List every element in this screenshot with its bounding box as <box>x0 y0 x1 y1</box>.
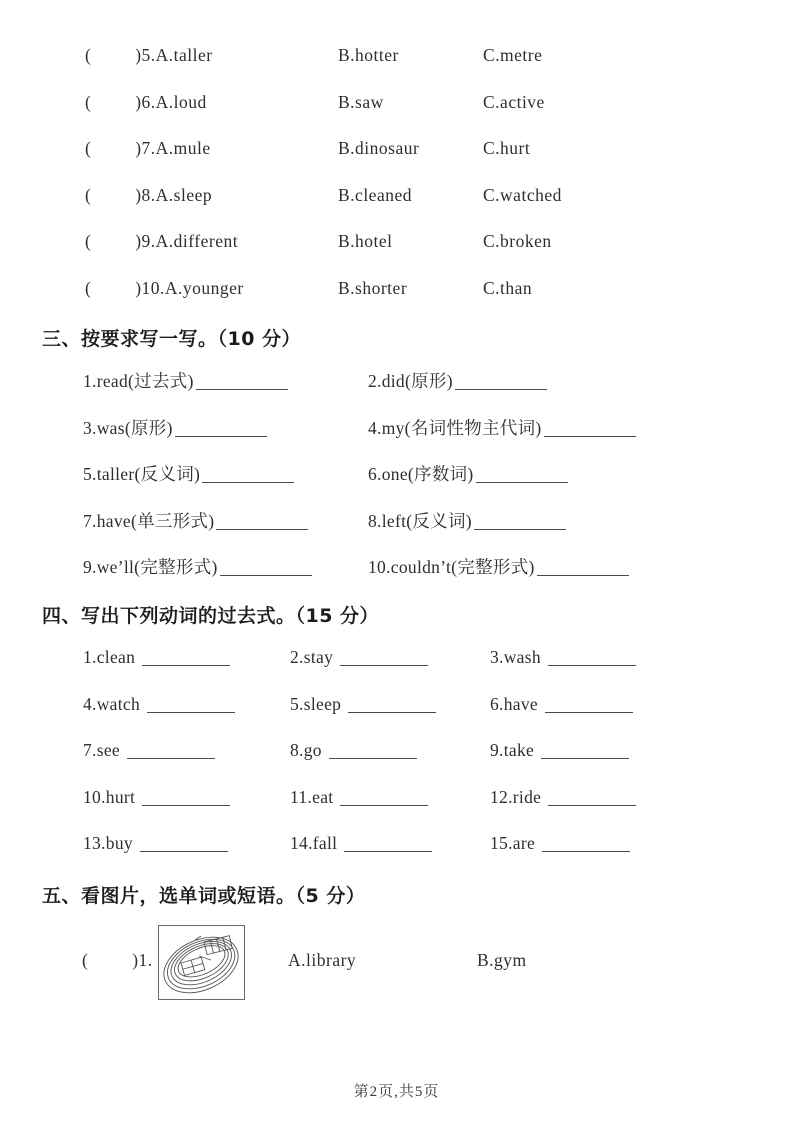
choice-question <box>85 92 338 113</box>
choice-question <box>85 278 338 299</box>
answer-blank <box>216 525 308 530</box>
answer-blank <box>541 754 629 759</box>
answer-blank <box>545 708 633 713</box>
option-b: B.hotter <box>338 45 399 65</box>
verb-label: 8.go <box>290 740 322 760</box>
section-three-items <box>83 368 763 601</box>
answer-blank <box>220 571 312 576</box>
verb-label: 5.sleep <box>290 693 342 714</box>
fill-in-label: 6.one(序数词) <box>368 464 474 484</box>
answer-blank <box>542 847 630 852</box>
option-b: B.cleaned <box>338 184 412 205</box>
verb-label: 9.take <box>490 740 535 760</box>
running-track-image <box>158 925 245 1000</box>
fill-in-label: 8.left(反义词) <box>368 510 472 531</box>
verb-item <box>83 787 290 834</box>
section-four-items <box>83 647 763 880</box>
choice-row <box>85 231 763 278</box>
option-c: C.metre <box>483 45 543 65</box>
answer-blank <box>196 385 288 390</box>
option-c: C.broken <box>483 231 552 251</box>
choice-row <box>85 45 763 92</box>
fill-in-label: 2.did(原形) <box>368 371 453 391</box>
choice-row <box>85 92 763 139</box>
option-c: C.watched <box>483 184 562 205</box>
answer-blank <box>175 432 267 437</box>
answer-blank <box>329 754 417 759</box>
fill-in-label: 1.read(过去式) <box>83 371 194 391</box>
fill-in-label: 3.was(原形) <box>83 417 173 438</box>
answer-blank <box>476 478 568 483</box>
choice-section <box>85 45 763 324</box>
option-a: A.loud <box>155 91 207 112</box>
answer-blank <box>202 478 294 483</box>
running-track-drawing-icon <box>159 926 244 999</box>
option-c: C.active <box>483 91 545 112</box>
option-b: B.gym <box>477 950 527 970</box>
verb-item <box>490 694 763 741</box>
verb-item <box>290 740 490 787</box>
choice-row <box>85 138 763 185</box>
option-a: A.taller <box>155 45 213 65</box>
verb-item <box>490 833 763 880</box>
answer-bracket: ( )9. <box>85 231 156 251</box>
verb-label: 15.are <box>490 833 536 853</box>
choice-row <box>85 185 763 232</box>
fill-in-item <box>368 508 763 555</box>
answer-bracket: ( )8. <box>85 184 156 205</box>
verb-label: 10.hurt <box>83 786 136 807</box>
choice-question <box>85 231 338 252</box>
option-c: C.than <box>483 277 533 298</box>
choice-question <box>85 185 338 206</box>
answer-blank <box>140 847 228 852</box>
answer-bracket: ( )1. <box>82 950 153 970</box>
answer-blank <box>142 661 230 666</box>
section-five-title: 五、看图片，选单词或短语。（5 分） <box>42 885 366 907</box>
verb-item <box>83 833 290 880</box>
answer-blank <box>147 708 235 713</box>
verb-item <box>83 694 290 741</box>
fill-in-item <box>83 508 368 555</box>
verb-item <box>83 647 290 694</box>
section-three-title: 三、按要求写一写。（10 分） <box>42 328 302 350</box>
verb-label: 12.ride <box>490 786 542 807</box>
answer-blank <box>548 661 636 666</box>
fill-in-item <box>83 554 368 601</box>
fill-in-label: 4.my(名词性物主代词) <box>368 417 542 438</box>
verb-item <box>490 647 763 694</box>
verb-item <box>490 740 763 787</box>
option-a: A.younger <box>164 277 244 298</box>
answer-blank <box>548 801 636 806</box>
fill-in-label: 10.couldn’t(完整形式) <box>368 557 535 577</box>
choice-row <box>85 278 763 325</box>
answer-blank <box>537 571 629 576</box>
answer-blank <box>344 847 432 852</box>
verb-label: 14.fall <box>290 833 338 853</box>
answer-blank <box>142 801 230 806</box>
fill-in-item <box>83 368 368 415</box>
fill-in-label: 9.we’ll(完整形式) <box>83 557 218 577</box>
option-b: B.saw <box>338 91 384 112</box>
verb-label: 7.see <box>83 740 120 760</box>
verb-label: 1.clean <box>83 647 136 667</box>
answer-bracket: ( )5. <box>85 45 156 65</box>
section-four-title: 四、写出下列动词的过去式。（15 分） <box>42 605 380 627</box>
option-a: A.library <box>288 950 357 970</box>
answer-blank <box>474 525 566 530</box>
verb-item <box>490 787 763 834</box>
option-b: B.hotel <box>338 231 393 251</box>
verb-label: 4.watch <box>83 693 141 714</box>
fill-in-item <box>368 461 763 508</box>
fill-in-label: 5.taller(反义词) <box>83 464 201 484</box>
answer-bracket: ( )10. <box>85 277 165 298</box>
verb-item <box>83 740 290 787</box>
answer-bracket: ( )6. <box>85 91 156 112</box>
verb-label: 6.have <box>490 693 538 714</box>
verb-item <box>290 694 490 741</box>
verb-label: 3.wash <box>490 647 541 667</box>
fill-in-item <box>83 461 368 508</box>
fill-in-item <box>368 368 763 415</box>
answer-bracket: ( )7. <box>85 138 156 158</box>
verb-item <box>290 833 490 880</box>
verb-item <box>290 787 490 834</box>
verb-item <box>290 647 490 694</box>
option-a: A.different <box>155 231 239 251</box>
fill-in-item <box>368 415 763 462</box>
verb-label: 2.stay <box>290 647 334 667</box>
answer-blank <box>340 661 428 666</box>
fill-in-item <box>83 415 368 462</box>
fill-in-label: 7.have(单三形式) <box>83 510 215 531</box>
verb-label: 13.buy <box>83 833 133 853</box>
fill-in-item <box>368 554 763 601</box>
answer-blank <box>127 754 215 759</box>
choice-question <box>85 45 338 66</box>
answer-blank <box>455 385 547 390</box>
option-b: B.dinosaur <box>338 138 420 158</box>
option-a: A.mule <box>155 138 211 158</box>
answer-blank <box>340 801 428 806</box>
choice-question <box>85 138 338 159</box>
verb-label: 11.eat <box>290 786 334 807</box>
page-number: 第2页,共5页 <box>353 1084 440 1100</box>
option-b: B.shorter <box>338 277 408 298</box>
answer-blank <box>544 432 636 437</box>
answer-blank <box>348 708 436 713</box>
option-a: A.sleep <box>155 184 213 205</box>
option-c: C.hurt <box>483 138 531 158</box>
